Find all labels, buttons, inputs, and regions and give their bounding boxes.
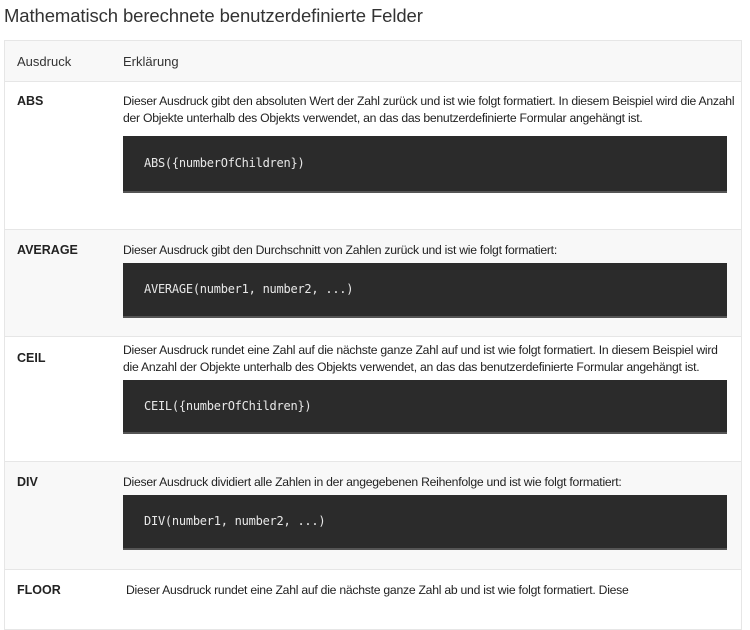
- code-text: CEIL({numberOfChildren}): [144, 398, 312, 413]
- table-row-average: [5, 230, 741, 337]
- code-example: [123, 495, 727, 550]
- code-example: [123, 380, 727, 434]
- expression-description: Dieser Ausdruck dividiert alle Zahlen in der angegebenen Reihenfolge und ist wie folgt formatiert:: [123, 475, 622, 489]
- expression-name: FLOOR: [17, 583, 61, 597]
- page-title: Mathematisch berechnete benutzerdefinierte Felder: [4, 5, 423, 26]
- table-row-floor: [5, 570, 741, 630]
- expressions-table: [4, 40, 742, 630]
- table-row-div: [5, 462, 741, 570]
- code-example: [123, 136, 727, 193]
- expression-description: Dieser Ausdruck rundet eine Zahl auf die nächste ganze Zahl ab und ist wie folgt formatiert. Diese: [126, 583, 629, 597]
- code-text: DIV(number1, number2, ...): [144, 514, 326, 528]
- expression-description: Dieser Ausdruck gibt den absoluten Wert der Zahl zurück und ist wie folgt formatiert. In diesem Beispiel wird die Anzahl der Objekte unterhalb des Objekts verwendet, an das das benutzerdefinierte Formular angehängt ist.: [123, 94, 735, 125]
- expression-description: Dieser Ausdruck gibt den Durchschnitt von Zahlen zurück und ist wie folgt formatiert:: [123, 243, 557, 257]
- table-row-abs: [5, 82, 741, 230]
- expression-description: Dieser Ausdruck rundet eine Zahl auf die nächste ganze Zahl auf und ist wie folgt formatiert. In diesem Beispiel wird die Anzahl der Objekte unterhalb des Objekts verwendet, an das das benutzerdefinierte Formular angehängt ist.: [123, 343, 718, 374]
- table-row-ceil: [5, 337, 741, 462]
- header-explanation: Erklärung: [123, 53, 179, 69]
- expression-name: DIV: [17, 475, 38, 489]
- code-text: ABS({numberOfChildren}): [144, 156, 305, 170]
- header-expression: Ausdruck: [17, 53, 72, 69]
- expression-name: CEIL: [17, 351, 46, 365]
- code-example: [123, 263, 727, 318]
- code-text: AVERAGE(number1, number2, ...): [144, 282, 354, 296]
- expression-name: ABS: [17, 94, 44, 108]
- expression-name: AVERAGE: [17, 243, 78, 257]
- table-header-row: [5, 41, 741, 82]
